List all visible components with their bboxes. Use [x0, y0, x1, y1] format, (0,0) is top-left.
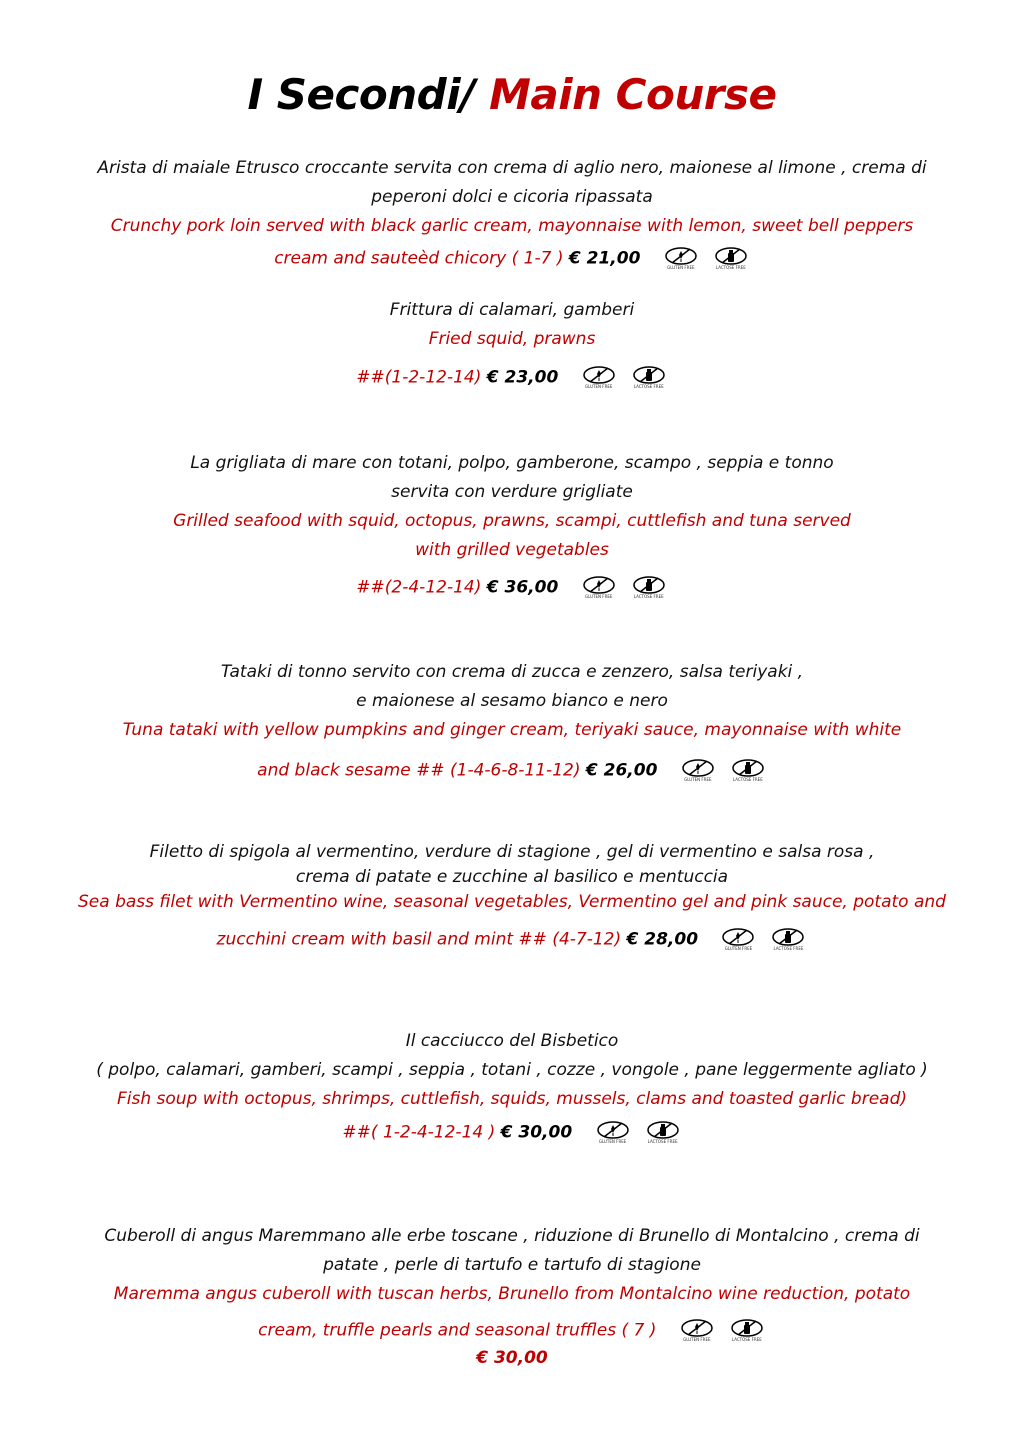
- price: € 28,00: [626, 929, 699, 950]
- allergen-codes: ##(2-4-12-14): [356, 577, 482, 598]
- dish-english-line: Sea bass filet with Vermentino wine, seasonal vegetables, Vermentino gel and pink sauce, potato and: [78, 892, 946, 912]
- price: € 23,00: [486, 367, 559, 388]
- dish-price-line: [0, 928, 1024, 951]
- allergen-codes: ##( 1-2-4-12-14 ): [342, 1122, 496, 1143]
- gluten-free-icon: [678, 1319, 716, 1342]
- gluten-free-icon: [679, 759, 717, 782]
- title-english: Main Course: [489, 70, 777, 119]
- diet-icons: [678, 1319, 766, 1342]
- lactose-free-icon: [728, 1319, 766, 1342]
- dish-italian-line: Tataki di tonno servito con crema di zucca e zenzero, salsa teriyaki ,: [220, 662, 804, 682]
- dish-price-line: [0, 366, 1024, 389]
- dish-english-line: with grilled vegetables: [415, 540, 609, 560]
- dish-italian-line: Arista di maiale Etrusco croccante servita con crema di aglio nero, maionese al limone , crema di: [97, 158, 927, 178]
- dish-italian-line: Cuberoll di angus Maremmano alle erbe toscane , riduzione di Brunello di Montalcino , crema di: [104, 1226, 920, 1246]
- dish-price-line: [0, 1348, 1024, 1368]
- dish-english-line: and black sesame ## (1-4-6-8-11-12): [257, 760, 581, 781]
- dish-english-line: Crunchy pork loin served with black garlic cream, mayonnaise with lemon, sweet bell peppers: [110, 216, 914, 236]
- gluten-free-icon: [580, 366, 618, 389]
- lactose-free-caption: LACTOSE FREE: [732, 777, 763, 782]
- lactose-free-icon: [729, 759, 767, 782]
- dish-english-line: cream, truffle pearls and seasonal truffles ( 7 ): [258, 1320, 657, 1341]
- dish-english-line: cream and sauteèd chicory ( 1-7 ): [274, 248, 564, 269]
- lactose-free-icon: [644, 1121, 682, 1144]
- price: € 30,00: [500, 1122, 573, 1143]
- page-title: [0, 70, 1024, 119]
- dish-english-line: Tuna tataki with yellow pumpkins and ginger cream, teriyaki sauce, mayonnaise with white: [122, 720, 902, 740]
- diet-icons: [594, 1121, 682, 1144]
- dish-italian-line: Il cacciucco del Bisbetico: [405, 1031, 619, 1051]
- gluten-free-caption: GLUTEN FREE: [724, 946, 753, 951]
- dish-italian-line: e maionese al sesamo bianco e nero: [356, 691, 668, 711]
- title-italian: I Secondi/: [247, 70, 475, 119]
- gluten-free-icon: [594, 1121, 632, 1144]
- dish-italian-line: ( polpo, calamari, gamberi, scampi , seppia , totani , cozze , vongole , pane leggermente agliato ): [96, 1060, 928, 1080]
- gluten-free-caption: GLUTEN FREE: [684, 777, 712, 782]
- price: € 36,00: [486, 577, 559, 598]
- diet-icons: [719, 928, 807, 951]
- dish-price-line: [0, 1319, 1024, 1342]
- lactose-free-icon: [630, 366, 668, 389]
- lactose-free-icon: [712, 247, 750, 270]
- allergen-codes: ##(1-2-12-14): [356, 367, 482, 388]
- lactose-free-caption: LACTOSE FREE: [633, 594, 664, 599]
- lactose-free-caption: LACTOSE FREE: [773, 946, 804, 951]
- dish-english-line: Maremma angus cuberoll with tuscan herbs, Brunello from Montalcino wine reduction, potato: [113, 1284, 911, 1304]
- dish-price-line: [0, 247, 1024, 270]
- dish-english-line: Fried squid, prawns: [428, 329, 596, 349]
- price: € 30,00: [476, 1348, 548, 1368]
- dish-english-line: Fish soup with octopus, shrimps, cuttlefish, squids, mussels, clams and toasted garlic bread): [116, 1089, 908, 1109]
- diet-icons: [580, 576, 668, 599]
- lactose-free-caption: LACTOSE FREE: [647, 1139, 678, 1144]
- dish-italian-line: La grigliata di mare con totani, polpo, gamberone, scampo , seppia e tonno: [190, 453, 834, 473]
- gluten-free-icon: [580, 576, 618, 599]
- dish-price-line: [0, 1121, 1024, 1144]
- dish-italian-line: Frittura di calamari, gamberi: [389, 300, 635, 320]
- lactose-free-caption: LACTOSE FREE: [715, 265, 746, 270]
- price: € 26,00: [585, 760, 658, 781]
- gluten-free-caption: GLUTEN FREE: [667, 265, 695, 270]
- dish-price-line: [0, 759, 1024, 782]
- price: € 21,00: [568, 248, 641, 269]
- gluten-free-caption: GLUTEN FREE: [584, 594, 613, 599]
- dish-english-line: Grilled seafood with squid, octopus, prawns, scampi, cuttlefish and tuna served: [173, 511, 851, 531]
- gluten-free-caption: GLUTEN FREE: [598, 1139, 627, 1144]
- lactose-free-icon: [630, 576, 668, 599]
- diet-icons: [580, 366, 668, 389]
- diet-icons: [662, 247, 750, 270]
- gluten-free-icon: [662, 247, 700, 270]
- dish-italian-line: Filetto di spigola al vermentino, verdure di stagione , gel di vermentino e salsa rosa ,: [149, 842, 875, 862]
- dish-italian-line: crema di patate e zucchine al basilico e mentuccia: [295, 867, 729, 887]
- dish-price-line: [0, 576, 1024, 599]
- lactose-free-caption: LACTOSE FREE: [731, 1337, 762, 1342]
- diet-icons: [679, 759, 767, 782]
- dish-italian-line: peperoni dolci e cicoria ripassata: [371, 187, 653, 207]
- dish-italian-line: patate , perle di tartufo e tartufo di stagione: [323, 1255, 701, 1275]
- dish-italian-line: servita con verdure grigliate: [391, 482, 633, 502]
- gluten-free-caption: GLUTEN FREE: [584, 384, 613, 389]
- gluten-free-icon: [719, 928, 757, 951]
- gluten-free-caption: GLUTEN FREE: [683, 1337, 711, 1342]
- lactose-free-icon: [769, 928, 807, 951]
- lactose-free-caption: LACTOSE FREE: [633, 384, 664, 389]
- dish-english-line: zucchini cream with basil and mint ## (4-7-12): [216, 929, 622, 950]
